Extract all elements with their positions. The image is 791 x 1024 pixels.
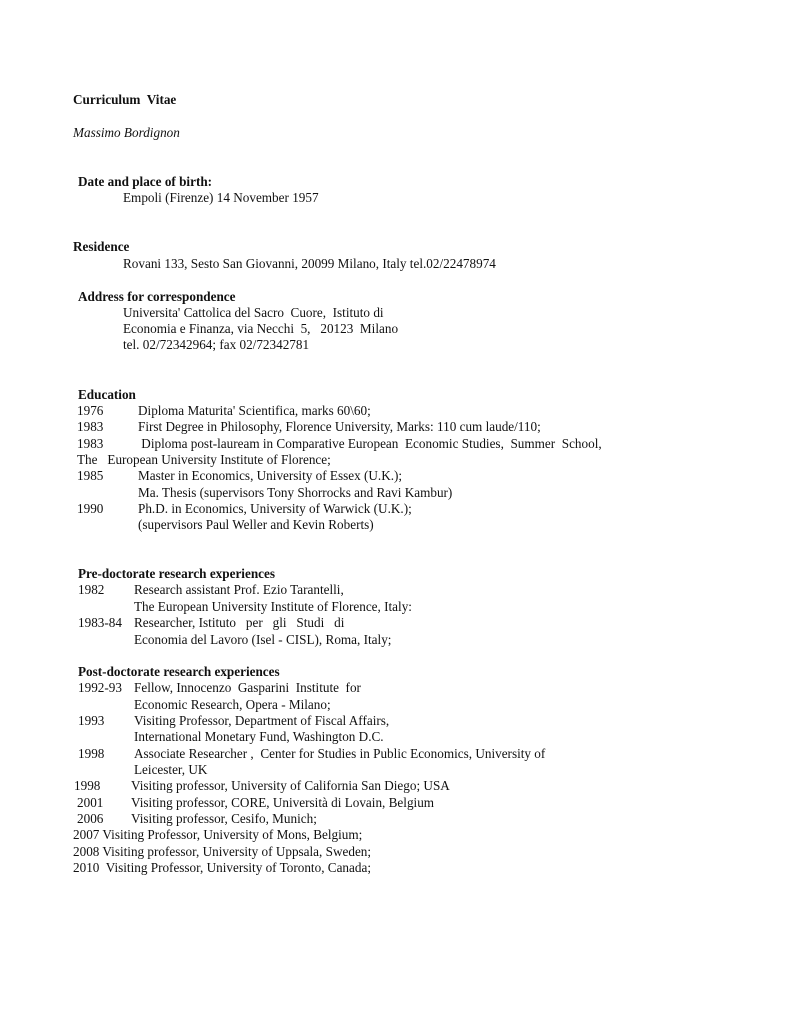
education-entry: The European University Institute of Florence; <box>77 452 331 467</box>
address-line: Economia e Finanza, via Necchi 5, 20123 Milano <box>123 321 399 336</box>
post-doctorate-year: 2006 <box>77 811 104 826</box>
address-heading: Address for correspondence <box>78 289 236 304</box>
post-doctorate-year: 2001 <box>77 795 104 810</box>
education-entry: Diploma post-lauream in Comparative European Economic Studies, Summer School, <box>138 436 602 451</box>
residence-value: Rovani 133, Sesto San Giovanni, 20099 Milano, Italy tel.02/22478974 <box>123 256 496 271</box>
post-doctorate-entry: Visiting Professor, Department of Fiscal Affairs, <box>134 713 390 728</box>
post-doctorate-entry: 2010 Visiting Professor, University of Toronto, Canada; <box>73 860 371 875</box>
pre-doctorate-entry: Economia del Lavoro (Isel - CISL), Roma, Italy; <box>134 632 392 647</box>
birth-value: Empoli (Firenze) 14 November 1957 <box>123 190 319 205</box>
post-doctorate-year: 1998 <box>74 778 101 793</box>
post-doctorate-heading: Post-doctorate research experiences <box>78 664 280 679</box>
post-doctorate-year: 1992-93 <box>78 680 122 695</box>
education-year: 1985 <box>77 468 104 483</box>
education-year: 1983 <box>77 436 104 451</box>
education-entry: Master in Economics, University of Essex (U.K.); <box>138 468 403 483</box>
post-doctorate-entry: 2008 Visiting professor, University of Uppsala, Sweden; <box>73 844 372 859</box>
education-entry: Ph.D. in Economics, University of Warwick (U.K.); <box>138 501 412 516</box>
pre-doctorate-entry: Research assistant Prof. Ezio Tarantelli, <box>134 582 344 597</box>
post-doctorate-entry: International Monetary Fund, Washington D.C. <box>134 729 384 744</box>
address-line: Universita' Cattolica del Sacro Cuore, Istituto di <box>123 305 384 320</box>
pre-doctorate-heading: Pre-doctorate research experiences <box>78 566 275 581</box>
post-doctorate-entry: Visiting professor, University of California San Diego; USA <box>131 778 450 793</box>
post-doctorate-year: 1998 <box>78 746 105 761</box>
education-year: 1976 <box>77 403 104 418</box>
post-doctorate-entry: 2007 Visiting Professor, University of Mons, Belgium; <box>73 827 363 842</box>
birth-heading: Date and place of birth: <box>78 174 213 189</box>
post-doctorate-entry: Visiting professor, Cesifo, Munich; <box>131 811 317 826</box>
address-line: tel. 02/72342964; fax 02/72342781 <box>123 337 310 352</box>
post-doctorate-year: 1993 <box>78 713 105 728</box>
post-doctorate-entry: Leicester, UK <box>134 762 208 777</box>
education-year: 1990 <box>77 501 104 516</box>
education-heading: Education <box>78 387 136 402</box>
author-name: Massimo Bordignon <box>73 125 180 140</box>
education-entry: Ma. Thesis (supervisors Tony Shorrocks and Ravi Kambur) <box>138 485 453 500</box>
post-doctorate-entry: Economic Research, Opera - Milano; <box>134 697 331 712</box>
post-doctorate-entry: Associate Researcher , Center for Studies in Public Economics, University of <box>134 746 546 761</box>
education-entry: Diploma Maturita' Scientifica, marks 60\60; <box>138 403 371 418</box>
education-year: 1983 <box>77 419 104 434</box>
post-doctorate-entry: Visiting professor, CORE, Università di Lovain, Belgium <box>131 795 435 810</box>
page-title: Curriculum Vitae <box>73 92 177 107</box>
pre-doctorate-entry: Researcher, Istituto per gli Studi di <box>134 615 345 630</box>
education-entry: First Degree in Philosophy, Florence University, Marks: 110 cum laude/110; <box>138 419 541 434</box>
post-doctorate-entry: Fellow, Innocenzo Gasparini Institute for <box>134 680 361 695</box>
residence-heading: Residence <box>73 239 130 254</box>
pre-doctorate-entry: The European University Institute of Florence, Italy: <box>134 599 412 614</box>
education-entry: (supervisors Paul Weller and Kevin Roberts) <box>138 517 374 532</box>
pre-doctorate-year: 1983-84 <box>78 615 122 630</box>
pre-doctorate-year: 1982 <box>78 582 105 597</box>
